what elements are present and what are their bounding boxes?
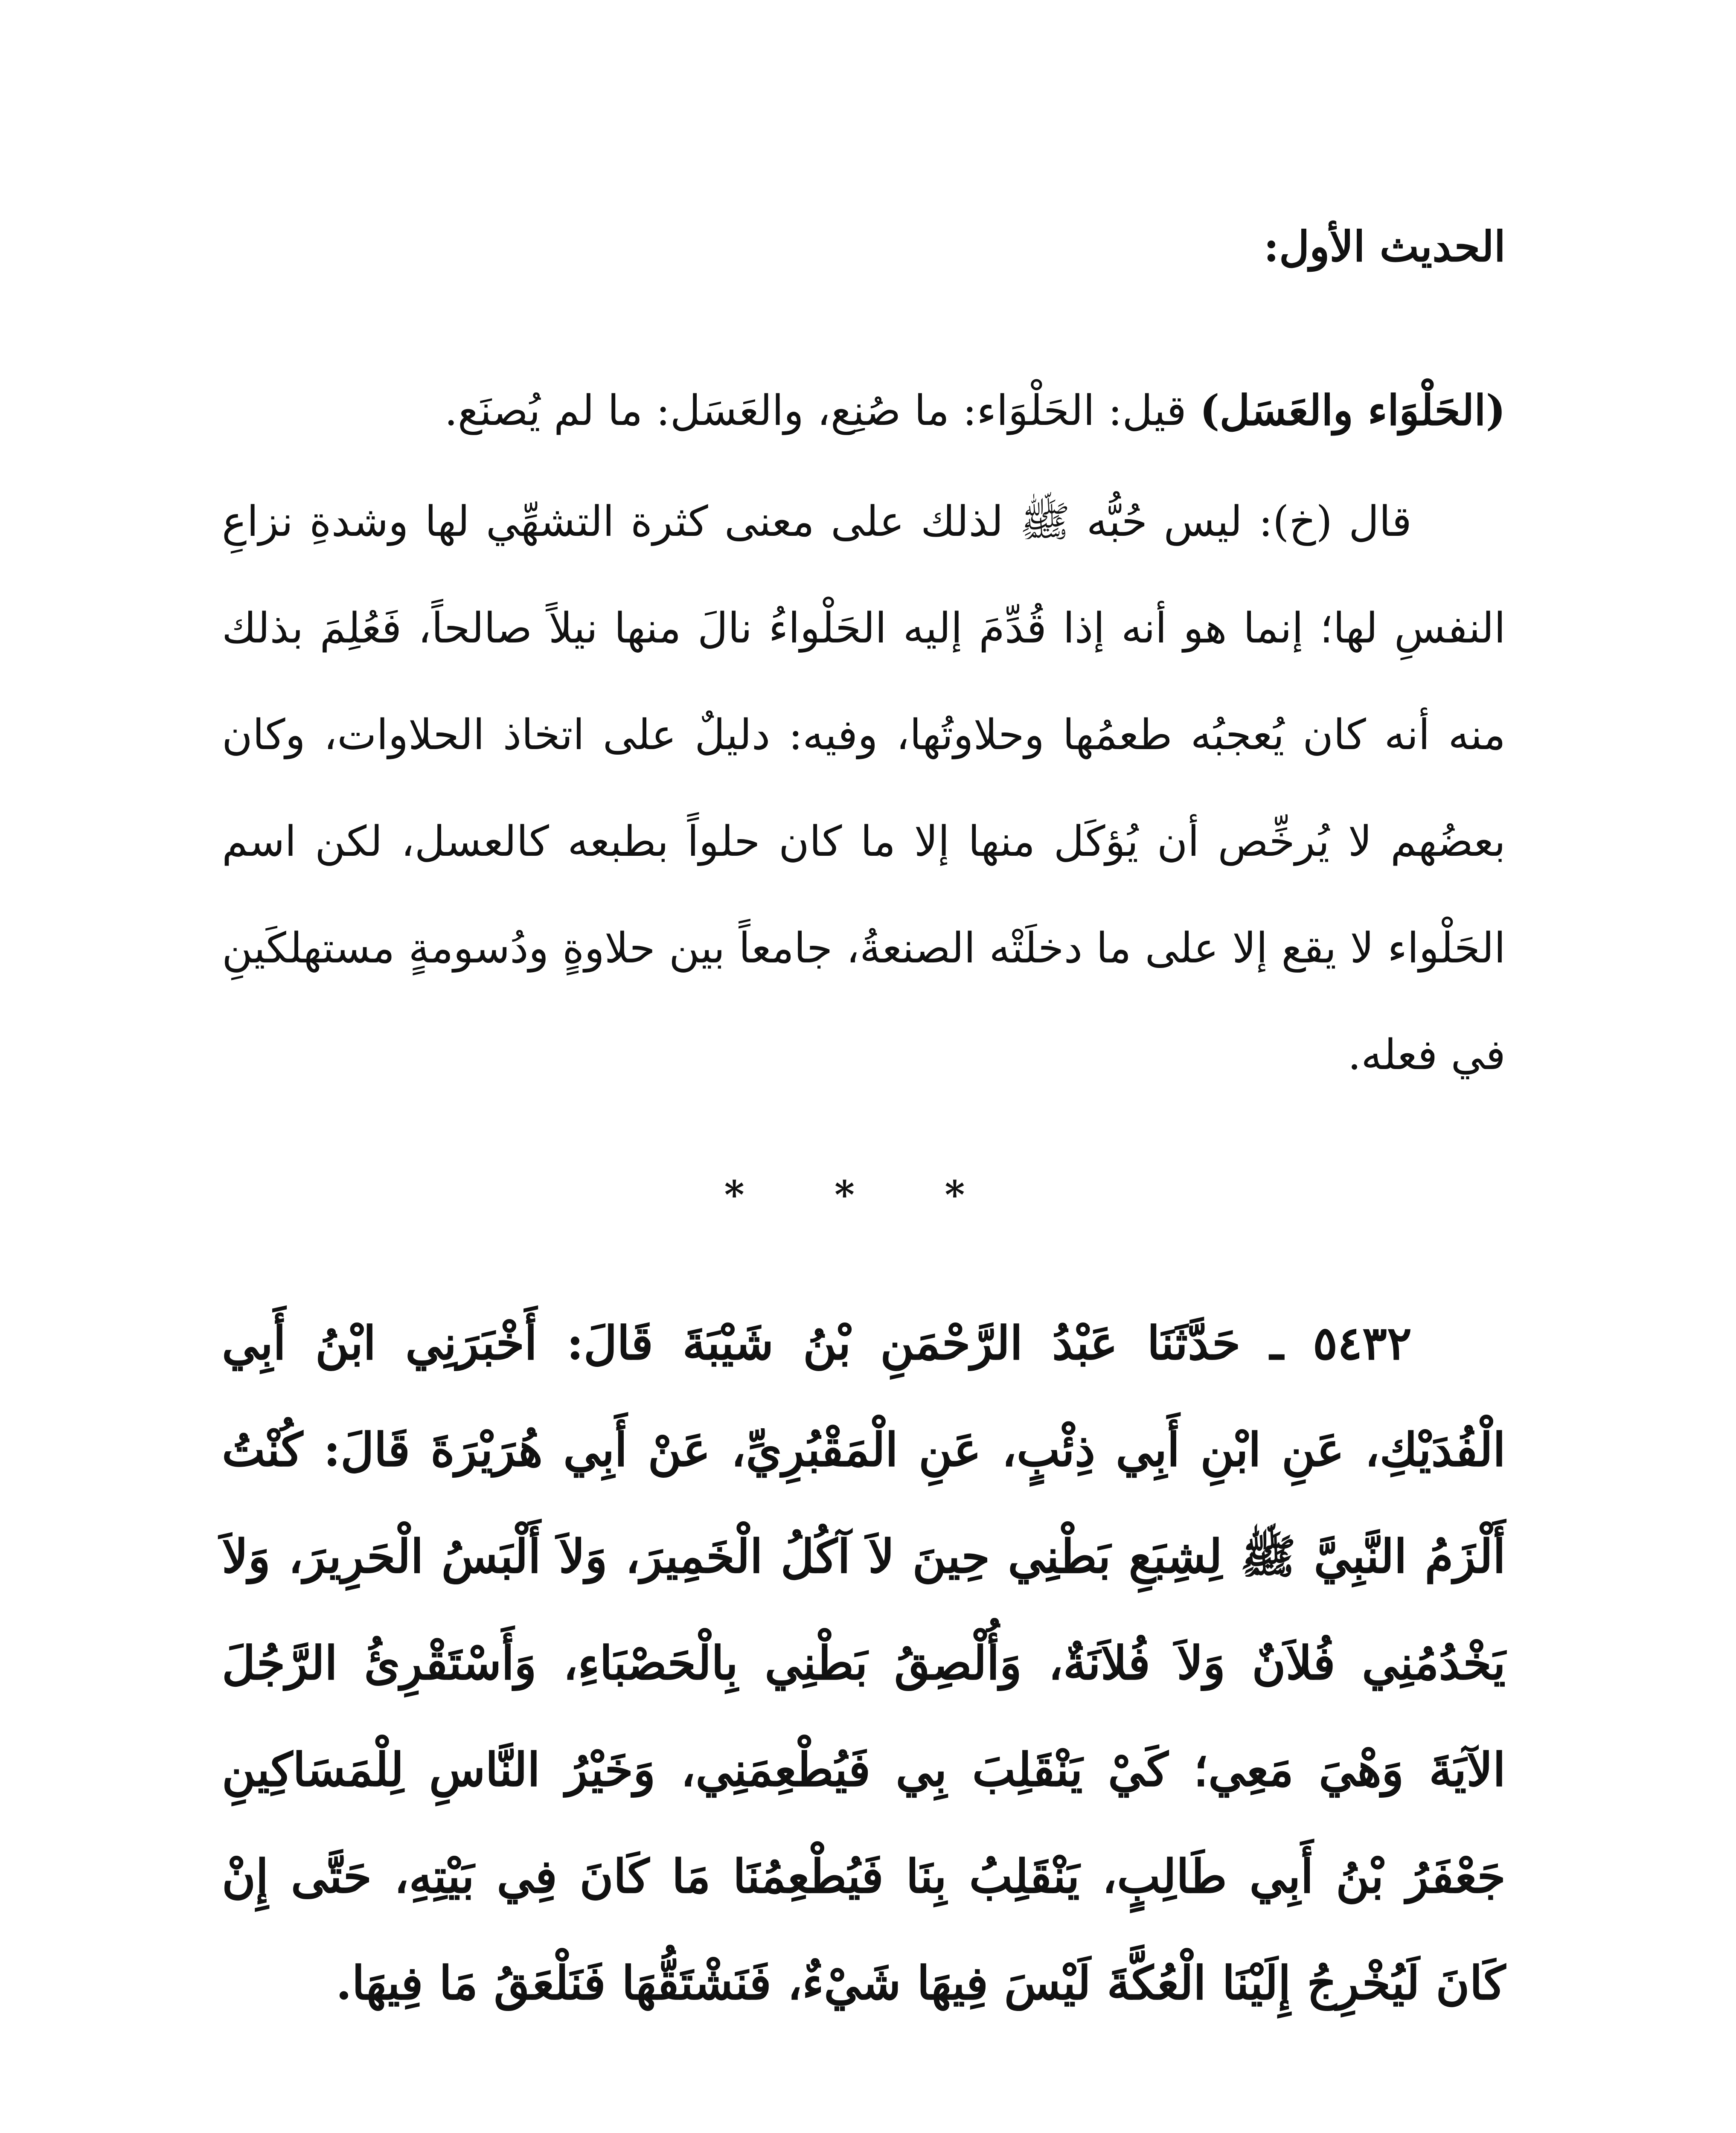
definition-term: (الحَلْوَاء والعَسَل) [1200, 386, 1506, 435]
definition-text: قيل: الحَلْوَاء: ما صُنِع، والعَسَل: ما لم يُصنَع. [444, 386, 1200, 435]
page-content [222, 222, 1506, 2037]
section-separator: * * * [724, 1172, 1003, 1218]
section-heading: الحديث الأول: [1263, 222, 1506, 271]
definition-paragraph [222, 357, 1506, 464]
commentary-paragraph: قال (خ): ليس حُبُّه ﷺ لذلك على معنى كثرة التشهِّي لها وشدةِ نزاعِ النفسِ لها؛ إنما هو أنه إذا قُدِّمَ إليه الحَلْواءُ نالَ منها نيلاً صالحاً، فَعُلِمَ بذلك منه أنه كان يُعجبُه طعمُها وحلاوتُها، وفيه: دليلٌ على اتخاذ الحلاوات، وكان بعضُهم لا يُرخِّص أن يُؤكَل منها إلا ما كان حلواً بطبعه كالعسل، لكن اسم الحَلْواء لا يقع إلا على ما دخلَتْه الصنعةُ، جامعاً بين حلاوةٍ ودُسومةٍ مستهلكَينِ في فعله. [222, 497, 1506, 1079]
hadith-paragraph: ٥٤٣٢ ـ حَدَّثَنَا عَبْدُ الرَّحْمَنِ بْنُ شَيْبَةَ قَالَ: أَخْبَرَنِي ابْنُ أَبِي الْفُدَيْكِ، عَنِ ابْنِ أَبِي ذِئْبٍ، عَنِ الْمَقْبُرِيِّ، عَنْ أَبِي هُرَيْرَةَ قَالَ: كُنْتُ أَلْزَمُ النَّبِيَّ ﷺ لِشِبَعِ بَطْنِي حِينَ لاَ آكُلُ الْخَمِيرَ، وَلاَ أَلْبَسُ الْحَرِيرَ، وَلاَ يَخْدُمُنِي فُلاَنٌ وَلاَ فُلاَنَةٌ، وَأُلْصِقُ بَطْنِي بِالْحَصْبَاءِ، وَأَسْتَقْرِئُ الرَّجُلَ الآيَةَ وَهْيَ مَعِي؛ كَيْ يَنْقَلِبَ بِي فَيُطْعِمَنِي، وَخَيْرُ النَّاسِ لِلْمَسَاكِينِ جَعْفَرُ بْنُ أَبِي طَالِبٍ، يَنْقَلِبُ بِنَا فَيُطْعِمُنَا مَا كَانَ فِي بَيْتِهِ، حَتَّى إِنْ كَانَ لَيُخْرِجُ إِلَيْنَا الْعُكَّةَ لَيْسَ فِيهَا شَيْءٌ، فَنَشْتَقُّهَا فَنَلْعَقُ مَا فِيهَا. [222, 1316, 1506, 2010]
spacer [222, 464, 1506, 468]
